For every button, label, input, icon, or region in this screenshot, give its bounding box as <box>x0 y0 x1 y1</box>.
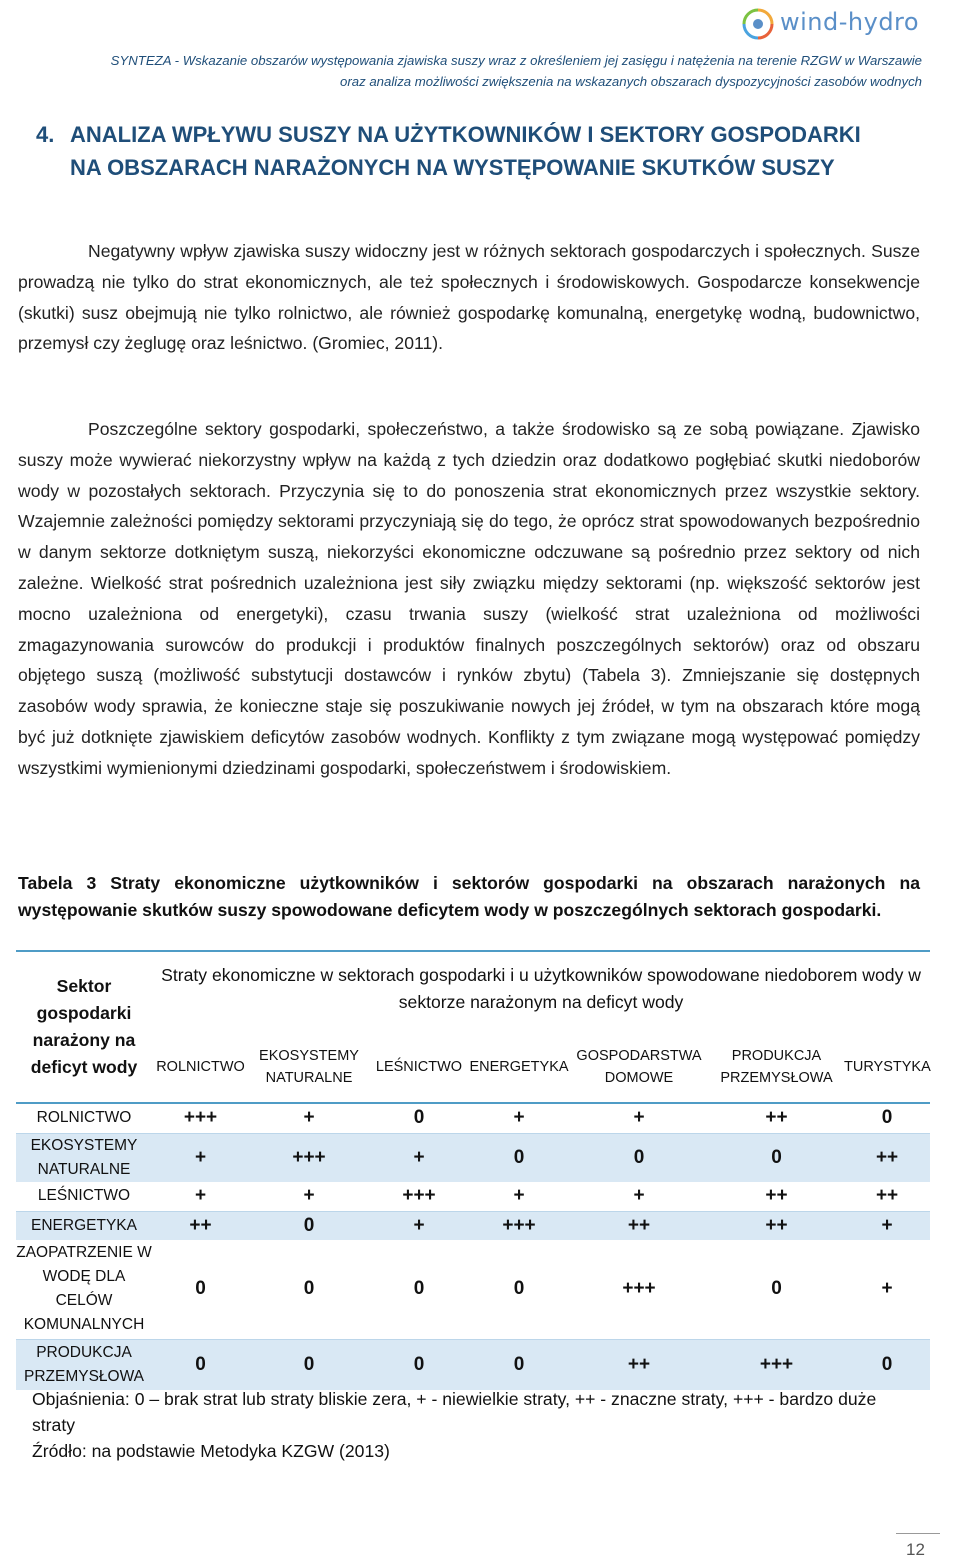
table-cell: +++ <box>152 1103 249 1133</box>
header-line-1: SYNTEZA - Wskazanie obszarów występowania zjawiska suszy wraz z określeniem jej zasięgu i natężenia na terenie RZGW w Warszawie <box>110 53 922 68</box>
table-row <box>16 1340 930 1390</box>
table-cell: + <box>152 1182 249 1212</box>
paragraph-1-text: Negatywny wpływ zjawiska suszy widoczny jest w różnych sektorach gospodarczych i społecznych. Susze prowadzą nie tylko do strat ekonomicznych, ale też społecznych i środowiskowych. Gospodarcze konsekwencje (skutki) susz obejmują nie tylko rolnictwo, ale również gospodarkę komunalną, energetykę wodną, budownictwo, przemysł czy żeglugę oraz leśnictwo. (Gromiec, 2011). <box>18 241 920 354</box>
table-notes <box>32 1386 922 1464</box>
table-cell: + <box>569 1103 709 1133</box>
table-cell: 0 <box>369 1103 469 1133</box>
table-row <box>16 1240 930 1340</box>
col-header-produkcja: PRODUKCJA PRZEMYSŁOWA <box>709 1032 844 1103</box>
table-cell: 0 <box>469 1340 569 1390</box>
table-cell: ++ <box>844 1182 930 1212</box>
table-cell: + <box>469 1103 569 1133</box>
table-cell: 0 <box>709 1240 844 1340</box>
table-cell: ++ <box>569 1212 709 1240</box>
table-cell: ++ <box>709 1182 844 1212</box>
table-caption: Tabela 3 Straty ekonomiczne użytkowników i sektorów gospodarki na obszarach narażonych na występowanie skutków suszy spowodowane deficytem wody w poszczególnych sektorach gospodarki. <box>18 873 920 920</box>
table-row <box>16 1103 930 1133</box>
table-cell: + <box>469 1182 569 1212</box>
table-cell: 0 <box>469 1240 569 1340</box>
running-header <box>46 50 922 92</box>
table-cell: 0 <box>469 1133 569 1182</box>
footer-rule <box>896 1533 940 1534</box>
table-cell: + <box>844 1212 930 1240</box>
table-cell: + <box>152 1133 249 1182</box>
row-label: PRODUKCJA PRZEMYSŁOWA <box>16 1340 152 1390</box>
col-header-gospodarstwa: GOSPODARSTWA DOMOWE <box>569 1032 709 1103</box>
table-cell: 0 <box>369 1340 469 1390</box>
table-cell: ++ <box>569 1340 709 1390</box>
table-cell: ++ <box>844 1133 930 1182</box>
paragraph-2-text: Poszczególne sektory gospodarki, społeczeństwo, a także środowisko są ze sobą powiązane. Zjawisko suszy może wywierać niekorzystny wpływ na każdą z tych dziedzin oraz dodatkowo pogłębiać skutki niedoborów wody w pozostałych sektorach. Przyczynia się to do ponoszenia strat ekonomicznych przez wszystkie sektory. Wzajemnie zależności pomiędzy sektorami przyczyniają się do tego, że oprócz strat spowodowanych bezpośrednio w danym sektorze dotkniętym suszą, niekorzyści ekonomiczne odczuwane są pośrednio przez sektory od nich zależne. Wielkość strat pośrednich uzależniona jest siły związku między sektorami (np. większość sektorów jest mocno uzależniona od energetyki), czasu trwania suszy (wielkość strat uzależniona od możliwości zmagazynowania surowców do produkcji i produktów finalnych poszczególnych sektorów) oraz od obszaru objętego suszą (możliwość substytucji dostawców i rynków zbytu) (Tabela 3). Zmniejszanie się dostępnych zasobów wody sprawia, że konieczne staje się poszukiwanie nowych jej źródeł, w tym na obszarach które mogą być już dotknięte zjawiskiem deficytów zasobów wodnych. Konflikty z tym związane mogą występować pomiędzy wszystkimi wymienionymi dziedzinami gospodarki, społeczeństwem i środowiskiem. <box>18 419 920 778</box>
table-cell: 0 <box>569 1133 709 1182</box>
col-header-lesnictwo: LEŚNICTWO <box>369 1032 469 1103</box>
table-cell: + <box>844 1240 930 1340</box>
row-label: LEŚNICTWO <box>16 1182 152 1212</box>
table-row <box>16 1133 930 1182</box>
losses-span-header: Straty ekonomiczne w sektorach gospodarki i u użytkowników spowodowane niedoborem wody w sektorze narażonym na deficyt wody <box>161 965 921 1012</box>
table-cell: +++ <box>249 1133 369 1182</box>
row-label: ZAOPATRZENIE W WODĘ DLA CELÓW KOMUNALNYCH <box>16 1240 152 1340</box>
paragraph-1 <box>18 236 920 359</box>
table-cell: 0 <box>152 1340 249 1390</box>
legend-note: Objaśnienia: 0 – brak strat lub straty bliskie zera, + - niewielkie straty, ++ - znaczne straty, +++ - bardzo duże straty <box>32 1389 877 1435</box>
table-cell: +++ <box>369 1182 469 1212</box>
section-title-line-1: ANALIZA WPŁYWU SUSZY NA UŻYTKOWNIKÓW I SEKTORY GOSPODARKI <box>70 122 861 147</box>
row-label: ENERGETYKA <box>16 1212 152 1240</box>
table-cell: + <box>249 1182 369 1212</box>
table-cell: 0 <box>369 1240 469 1340</box>
table-cell: 0 <box>844 1340 930 1390</box>
section-number: 4. <box>36 122 55 147</box>
sector-header: Sektor gospodarki narażony na deficyt wody <box>16 952 152 1103</box>
table-cell: +++ <box>569 1240 709 1340</box>
table-cell: ++ <box>152 1212 249 1240</box>
table-cell: + <box>369 1212 469 1240</box>
table-cell: 0 <box>249 1340 369 1390</box>
section-title-line-2: NA OBSZARACH NARAŻONYCH NA WYSTĘPOWANIE SKUTKÓW SUSZY <box>70 155 835 180</box>
wind-hydro-logo-icon <box>740 6 776 42</box>
table-cell: + <box>249 1103 369 1133</box>
col-header-energetyka: ENERGETYKA <box>469 1032 569 1103</box>
table-cell: ++ <box>709 1103 844 1133</box>
header-line-2: oraz analiza możliwości zwiększenia na wskazanych obszarach dyspozycyjności zasobów wodnych <box>340 74 922 89</box>
table-cell: +++ <box>709 1340 844 1390</box>
table-cell: + <box>369 1133 469 1182</box>
losses-table <box>16 950 930 1390</box>
table-cell: + <box>569 1182 709 1212</box>
col-header-rolnictwo: ROLNICTWO <box>152 1032 249 1103</box>
section-heading <box>36 118 916 184</box>
company-logo <box>740 6 920 42</box>
table-row <box>16 1182 930 1212</box>
table-row <box>16 1212 930 1240</box>
logo-text: wind-hydro <box>780 8 920 36</box>
page-number: 12 <box>906 1540 925 1559</box>
row-label: EKOSYSTEMY NATURALNE <box>16 1133 152 1182</box>
table-cell: 0 <box>844 1103 930 1133</box>
col-header-turystyka: TURYSTYKA <box>844 1032 930 1103</box>
source-note: Źródło: na podstawie Metodyka KZGW (2013) <box>32 1441 390 1461</box>
table-cell: 0 <box>152 1240 249 1340</box>
table-cell: 0 <box>249 1240 369 1340</box>
table-cell: 0 <box>709 1133 844 1182</box>
table-cell: +++ <box>469 1212 569 1240</box>
col-header-ekosystemy: EKOSYSTEMY NATURALNE <box>249 1032 369 1103</box>
table-cell: ++ <box>709 1212 844 1240</box>
table-cell: 0 <box>249 1212 369 1240</box>
paragraph-2 <box>18 414 920 784</box>
row-label: ROLNICTWO <box>16 1103 152 1133</box>
